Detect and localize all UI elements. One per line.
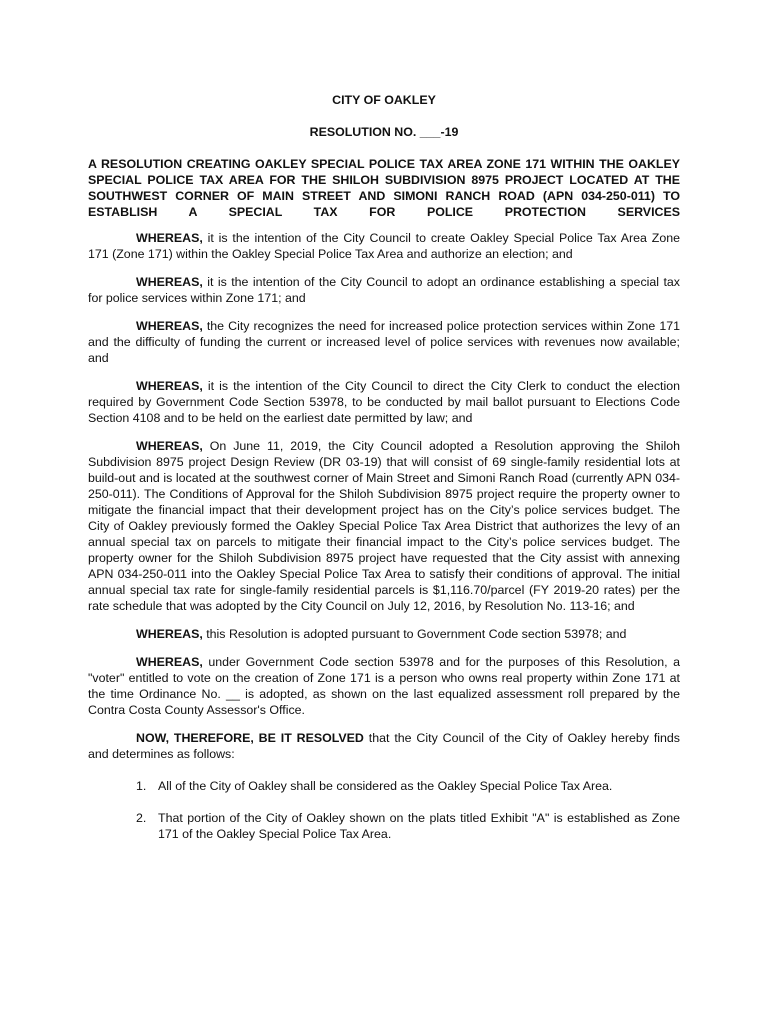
whereas-paragraph-1 (88, 230, 680, 262)
list-item (88, 778, 680, 794)
whereas-paragraph-6 (88, 626, 680, 642)
resolution-items (88, 778, 680, 842)
whereas-lead: WHEREAS, (136, 627, 203, 641)
item-text: All of the City of Oakley shall be considered as the Oakley Special Police Tax Area. (158, 779, 613, 793)
whereas-text: this Resolution is adopted pursuant to Government Code section 53978; and (202, 627, 627, 641)
whereas-text: On June 11, 2019, the City Council adopted a Resolution approving the Shiloh Subdivision 8975 project Design Review (DR 03-19) that will consist of 69 single-family residential lots at build-out and is located at the southwest corner of Main Street and Simoni Ranch Road (currently APN 034-250-011). The Conditions of Approval for the Shiloh Subdivision 8975 project require the property owner to mitigate the financial impact that their development project has on the City’s police services budget. The City of Oakley previously formed the Oakley Special Police Tax Area District that authorizes the levy of an annual special tax on parcels to mitigate their financial impact to the City’s police services budget. The property owner for the Shiloh Subdivision 8975 project have requested that the City assist with annexing APN 034-250-011 into the Oakley Special Police Tax Area to satisfy their conditions of approval. The initial annual special tax rate for single-family residential parcels is $1,116.70/parcel (FY 2019-20 rates) per the rate schedule that was adopted by the City Council on July 12, 2016, by Resolution No. 113-16; and (88, 439, 680, 613)
resolution-number: RESOLUTION NO. ___-19 (309, 125, 459, 139)
whereas-lead: WHEREAS, (136, 319, 203, 333)
document-page (88, 92, 680, 858)
whereas-lead: WHEREAS, (136, 275, 203, 289)
whereas-text: under Government Code section 53978 and for the purposes of this Resolution, a "voter" entitled to vote on the creation of Zone 171 is a person who owns real property within Zone 171 at the time Ordinance No. __ is adopted, as shown on the last equalized assessment roll prepared by the Contra Costa County Assessor's Office. (88, 655, 680, 717)
whereas-lead: WHEREAS, (136, 379, 203, 393)
whereas-paragraph-4 (88, 378, 680, 426)
whereas-lead: WHEREAS, (136, 655, 203, 669)
resolved-text: that the City Council of the City of Oakley hereby finds and determines as follows: (88, 731, 680, 761)
whereas-paragraph-3 (88, 318, 680, 366)
whereas-paragraph-2 (88, 274, 680, 306)
whereas-lead: WHEREAS, (136, 231, 203, 245)
whereas-lead: WHEREAS, (136, 439, 203, 453)
item-text: That portion of the City of Oakley shown on the plats titled Exhibit "A" is established as Zone 171 of the Oakley Special Police Tax Area. (158, 811, 680, 841)
resolved-paragraph (88, 730, 680, 762)
whereas-text: it is the intention of the City Council to adopt an ordinance establishing a special tax for police services within Zone 171; and (88, 275, 680, 305)
whereas-text: it is the intention of the City Council to create Oakley Special Police Tax Area Zone 171 (Zone 171) within the Oakley Special Police Tax Area and authorize an election; and (88, 231, 680, 261)
resolved-lead: NOW, THEREFORE, BE IT RESOLVED (136, 731, 364, 745)
city-title: CITY OF OAKLEY (332, 93, 436, 107)
whereas-paragraph-5 (88, 438, 680, 614)
whereas-paragraph-7 (88, 654, 680, 718)
resolution-heading: A RESOLUTION CREATING OAKLEY SPECIAL POLICE TAX AREA ZONE 171 WITHIN THE OAKLEY SPECIAL POLICE TAX AREA FOR THE SHILOH SUBDIVISION 8975 PROJECT LOCATED AT THE SOUTHWEST CORNER OF MAIN STREET AND SIMONI RANCH ROAD (APN 034-250-011) TO ESTABLISH A SPECIAL TAX FOR POLICE PROTECTION SERVICES (88, 157, 680, 219)
whereas-text: the City recognizes the need for increased police protection services within Zone 171 and the difficulty of funding the current or increased level of police services with revenues now available; and (88, 319, 680, 365)
item-number: 1. (136, 779, 147, 793)
list-item (88, 810, 680, 842)
whereas-text: it is the intention of the City Council to direct the City Clerk to conduct the election required by Government Code Section 53978, to be conducted by mail ballot pursuant to Elections Code Section 4108 and to be held on the earliest date permitted by law; and (88, 379, 680, 425)
item-number: 2. (136, 811, 147, 825)
